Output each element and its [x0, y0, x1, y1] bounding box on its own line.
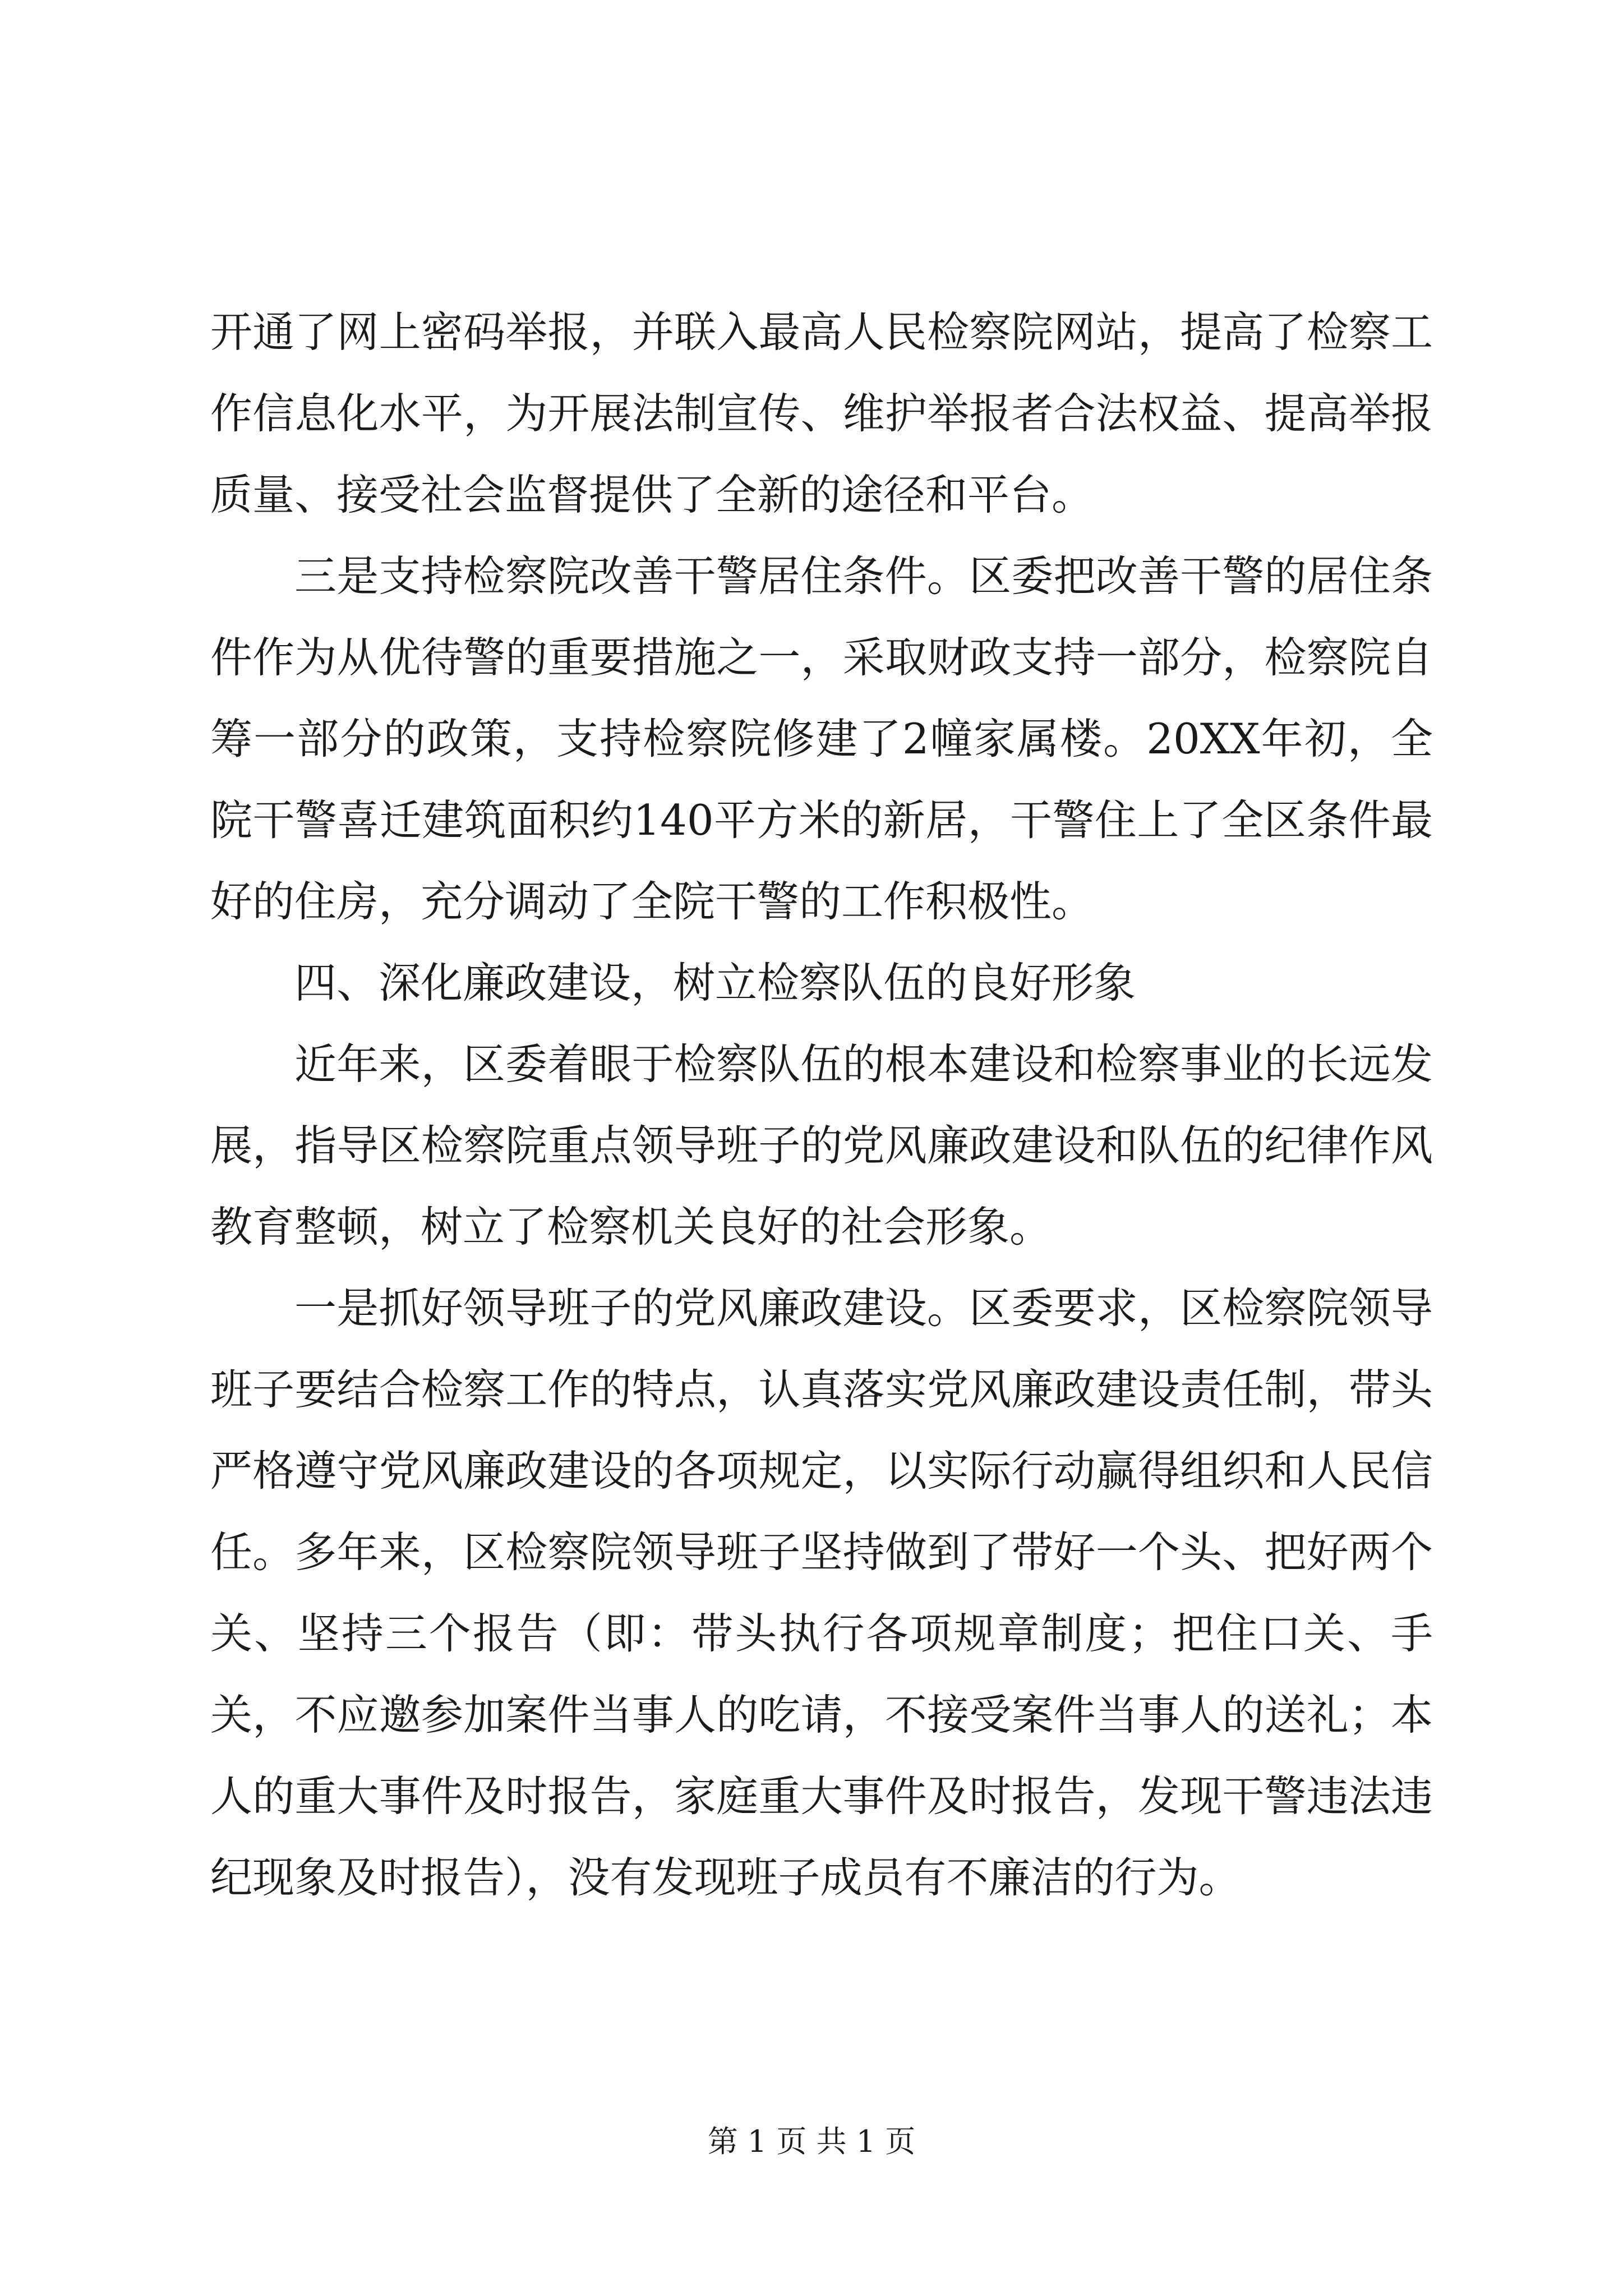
- section-heading: 四、深化廉政建设，树立检察队伍的良好形象: [294, 958, 1136, 1007]
- document-body: [210, 292, 1433, 1918]
- paragraph-continuation: 开通了网上密码举报，并联入最高人民检察院网站，提高了检察工作信息化水平，为开展法制宣传、维护举报者合法权益、提高举报质量、接受社会监督提供了全新的途径和平台。: [210, 307, 1433, 519]
- page-footer: 第 1 页 共 1 页: [707, 2124, 916, 2159]
- paragraph-leadership: 一是抓好领导班子的党风廉政建设。区委要求，区检察院领导班子要结合检察工作的特点，认真落实党风廉政建设责任制，带头严格遵守党风廉政建设的各项规定，以实际行动赢得组织和人民信任。多年来，区检察院领导班子坚持做到了带好一个头、把好两个关、坚持三个报告（即：带头执行各项规章制度；把住口关、手关，不应邀参加案件当事人的吃请，不接受案件当事人的送礼；本人的重大事件及时报告，家庭重大事件及时报告，发现干警违法违纪现象及时报告），没有发现班子成员有不廉洁的行为。: [210, 1283, 1433, 1902]
- paragraph-housing-support: 三是支持检察院改善干警居住条件。区委把改善干警的居住条件作为从优待警的重要措施之一，采取财政支持一部分，检察院自筹一部分的政策，支持检察院修建了2幢家属楼。20XX年初，全院干警喜迁建筑面积约140平方米的新居，干警住上了全区条件最好的住房，充分调动了全院干警的工作积极性。: [210, 551, 1433, 926]
- paragraph-intro: 近年来，区委着眼于检察队伍的根本建设和检察事业的长远发展，指导区检察院重点领导班子的党风廉政建设和队伍的纪律作风教育整顿，树立了检察机关良好的社会形象。: [210, 1039, 1433, 1251]
